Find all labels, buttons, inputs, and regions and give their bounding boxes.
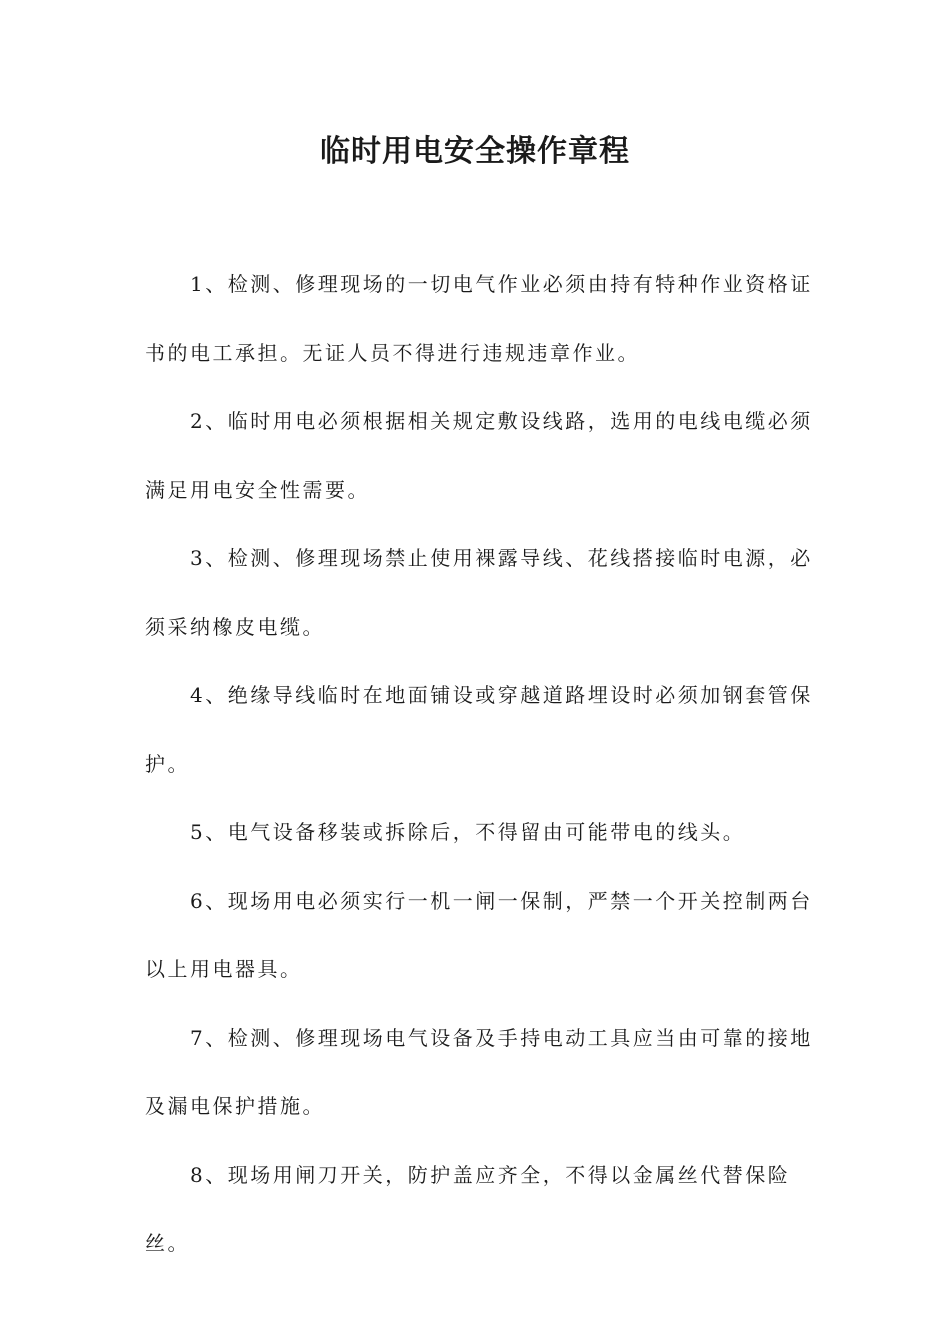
paragraph-6: 6、现场用电必须实行一机一闸一保制，严禁一个开关控制两台以上用电器具。 <box>145 888 813 981</box>
paragraph-7: 7、检测、修理现场电气设备及手持电动工具应当由可靠的接地及漏电保护措施。 <box>145 1025 813 1118</box>
document-body <box>145 250 815 1278</box>
paragraph-5: 5、电气设备移装或拆除后，不得留由可能带电的线头。 <box>190 820 746 844</box>
paragraph-3: 3、检测、修理现场禁止使用裸露导线、花线搭接临时电源，必须采纳橡皮电缆。 <box>145 546 813 639</box>
page-title: 临时用电安全操作章程 <box>320 134 630 169</box>
paragraph-4: 4、绝缘导线临时在地面铺设或穿越道路埋设时必须加钢套管保护。 <box>145 683 813 776</box>
paragraph-1: 1、检测、修理现场的一切电气作业必须由持有特种作业资格证书的电工承担。无证人员不得进行违规违章作业。 <box>145 272 813 365</box>
paragraph-2: 2、临时用电必须根据相关规定敷设线路，选用的电线电缆必须满足用电安全性需要。 <box>145 409 813 502</box>
paragraph-8: 8、现场用闸刀开关，防护盖应齐全，不得以金属丝代替保险丝。 <box>145 1162 791 1255</box>
